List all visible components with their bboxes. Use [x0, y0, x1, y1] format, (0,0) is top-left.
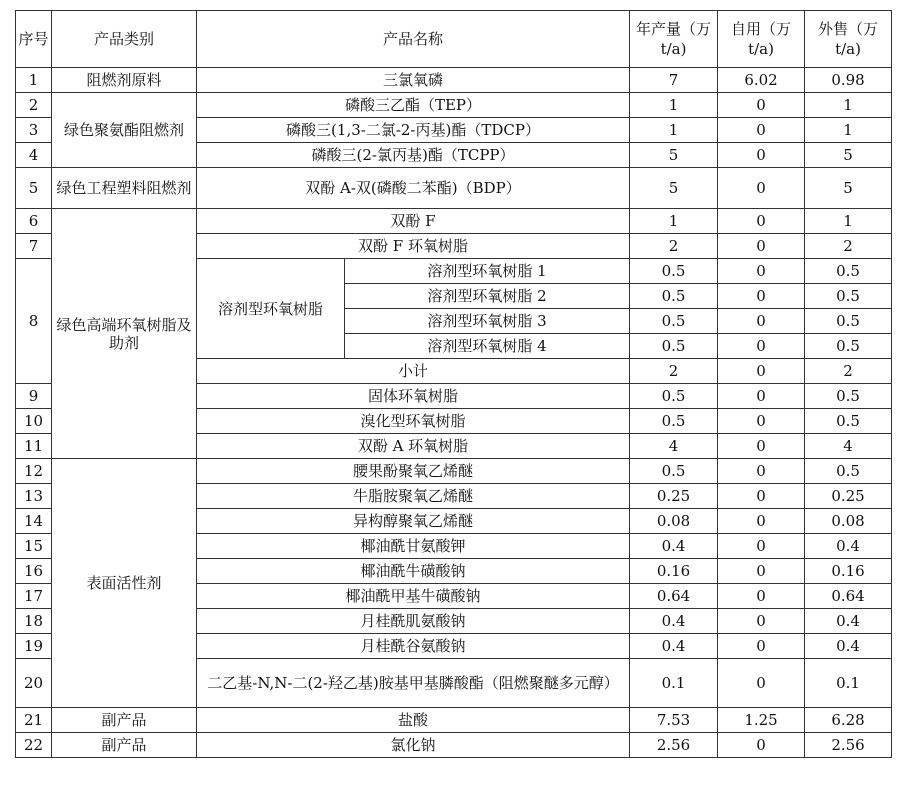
category-cell: 副产品 — [52, 708, 197, 733]
table-row — [16, 209, 892, 234]
sale-cell: 5 — [805, 168, 892, 209]
sale-cell: 1 — [805, 118, 892, 143]
annual-cell: 2.56 — [630, 733, 718, 758]
sale-cell: 0.1 — [805, 659, 892, 708]
header-category: 产品类别 — [52, 11, 197, 68]
self-cell: 0 — [718, 284, 805, 309]
seq-cell: 2 — [16, 93, 52, 118]
header-seq: 序号 — [16, 11, 52, 68]
table-row — [16, 733, 892, 758]
sale-cell: 0.5 — [805, 409, 892, 434]
sale-cell: 0.25 — [805, 484, 892, 509]
self-cell: 0 — [718, 659, 805, 708]
self-cell: 0 — [718, 168, 805, 209]
self-cell: 0 — [718, 359, 805, 384]
name-cell: 月桂酰肌氨酸钠 — [197, 609, 630, 634]
self-cell: 0 — [718, 259, 805, 284]
sale-cell: 2 — [805, 234, 892, 259]
name-cell: 椰油酰甘氨酸钾 — [197, 534, 630, 559]
name-cell: 双酚 A-双(磷酸二苯酯)（BDP） — [197, 168, 630, 209]
annual-cell: 0.5 — [630, 284, 718, 309]
seq-cell: 20 — [16, 659, 52, 708]
name-cell: 椰油酰甲基牛磺酸钠 — [197, 584, 630, 609]
annual-cell: 7.53 — [630, 708, 718, 733]
header-self: 自用（万 t/a) — [718, 11, 805, 68]
name-cell: 双酚 F — [197, 209, 630, 234]
seq-cell: 11 — [16, 434, 52, 459]
annual-cell: 0.5 — [630, 309, 718, 334]
seq-cell: 16 — [16, 559, 52, 584]
seq-cell: 14 — [16, 509, 52, 534]
seq-cell: 5 — [16, 168, 52, 209]
name-cell: 月桂酰谷氨酸钠 — [197, 634, 630, 659]
name-cell: 盐酸 — [197, 708, 630, 733]
name-cell: 磷酸三(2-氯丙基)酯（TCPP） — [197, 143, 630, 168]
category-cell: 绿色聚氨酯阻燃剂 — [52, 93, 197, 168]
self-cell: 0 — [718, 559, 805, 584]
table-row — [16, 708, 892, 733]
name-cell: 溶剂型环氧树脂 1 — [345, 259, 630, 284]
annual-cell: 1 — [630, 209, 718, 234]
self-cell: 0 — [718, 309, 805, 334]
name-cell: 溶剂型环氧树脂 4 — [345, 334, 630, 359]
self-cell: 0 — [718, 434, 805, 459]
sale-cell: 0.5 — [805, 284, 892, 309]
annual-cell: 0.1 — [630, 659, 718, 708]
annual-cell: 0.25 — [630, 484, 718, 509]
sale-cell: 0.08 — [805, 509, 892, 534]
name-cell: 牛脂胺聚氧乙烯醚 — [197, 484, 630, 509]
self-cell: 0 — [718, 384, 805, 409]
name-cell: 腰果酚聚氧乙烯醚 — [197, 459, 630, 484]
self-cell: 0 — [718, 334, 805, 359]
name-cell: 二乙基-N,N-二(2-羟乙基)胺基甲基膦酸酯（阻燃聚醚多元醇） — [197, 659, 630, 708]
sale-cell: 0.4 — [805, 634, 892, 659]
seq-cell: 21 — [16, 708, 52, 733]
sale-cell: 0.64 — [805, 584, 892, 609]
seq-cell: 10 — [16, 409, 52, 434]
seq-cell: 1 — [16, 68, 52, 93]
self-cell: 0 — [718, 584, 805, 609]
category-cell: 绿色高端环氧树脂及助剂 — [52, 209, 197, 459]
header-annual: 年产量（万 t/a) — [630, 11, 718, 68]
table-row — [16, 459, 892, 484]
self-cell: 6.02 — [718, 68, 805, 93]
name-cell: 固体环氧树脂 — [197, 384, 630, 409]
name-cell: 溴化型环氧树脂 — [197, 409, 630, 434]
product-table — [15, 10, 892, 758]
seq-cell: 18 — [16, 609, 52, 634]
seq-cell: 9 — [16, 384, 52, 409]
seq-cell: 15 — [16, 534, 52, 559]
self-cell: 1.25 — [718, 708, 805, 733]
sale-cell: 0.4 — [805, 609, 892, 634]
group-cell: 溶剂型环氧树脂 — [197, 259, 345, 359]
sale-cell: 0.98 — [805, 68, 892, 93]
annual-cell: 0.4 — [630, 534, 718, 559]
table-row — [16, 93, 892, 118]
self-cell: 0 — [718, 409, 805, 434]
self-cell: 0 — [718, 143, 805, 168]
sale-cell: 0.5 — [805, 459, 892, 484]
self-cell: 0 — [718, 209, 805, 234]
sale-cell: 6.28 — [805, 708, 892, 733]
seq-cell: 7 — [16, 234, 52, 259]
annual-cell: 7 — [630, 68, 718, 93]
self-cell: 0 — [718, 459, 805, 484]
header-name: 产品名称 — [197, 11, 630, 68]
header-sale: 外售（万 t/a) — [805, 11, 892, 68]
name-cell: 椰油酰牛磺酸钠 — [197, 559, 630, 584]
category-cell: 绿色工程塑料阻燃剂 — [52, 168, 197, 209]
seq-cell: 3 — [16, 118, 52, 143]
self-cell: 0 — [718, 509, 805, 534]
seq-cell: 4 — [16, 143, 52, 168]
sale-cell: 4 — [805, 434, 892, 459]
name-cell: 溶剂型环氧树脂 2 — [345, 284, 630, 309]
sale-cell: 5 — [805, 143, 892, 168]
annual-cell: 0.4 — [630, 609, 718, 634]
sale-cell: 0.5 — [805, 259, 892, 284]
annual-cell: 0.08 — [630, 509, 718, 534]
name-cell: 异构醇聚氧乙烯醚 — [197, 509, 630, 534]
category-cell: 副产品 — [52, 733, 197, 758]
seq-cell: 19 — [16, 634, 52, 659]
sale-cell: 0.16 — [805, 559, 892, 584]
annual-cell: 0.5 — [630, 384, 718, 409]
annual-cell: 0.16 — [630, 559, 718, 584]
name-cell: 磷酸三(1,3-二氯-2-丙基)酯（TDCP） — [197, 118, 630, 143]
sale-cell: 1 — [805, 93, 892, 118]
sale-cell: 0.5 — [805, 309, 892, 334]
seq-cell: 8 — [16, 259, 52, 384]
self-cell: 0 — [718, 733, 805, 758]
seq-cell: 12 — [16, 459, 52, 484]
seq-cell: 6 — [16, 209, 52, 234]
seq-cell: 17 — [16, 584, 52, 609]
annual-cell: 1 — [630, 93, 718, 118]
self-cell: 0 — [718, 534, 805, 559]
category-cell: 阻燃剂原料 — [52, 68, 197, 93]
category-cell: 表面活性剂 — [52, 459, 197, 708]
annual-cell: 2 — [630, 234, 718, 259]
seq-cell: 13 — [16, 484, 52, 509]
name-cell: 双酚 A 环氧树脂 — [197, 434, 630, 459]
annual-cell: 0.5 — [630, 259, 718, 284]
self-cell: 0 — [718, 609, 805, 634]
name-cell: 磷酸三乙酯（TEP） — [197, 93, 630, 118]
table-row — [16, 68, 892, 93]
header-row — [16, 11, 892, 68]
annual-cell: 0.5 — [630, 334, 718, 359]
sale-cell: 0.4 — [805, 534, 892, 559]
sale-cell: 0.5 — [805, 334, 892, 359]
name-cell: 三氯氧磷 — [197, 68, 630, 93]
self-cell: 0 — [718, 234, 805, 259]
sale-cell: 0.5 — [805, 384, 892, 409]
annual-cell: 5 — [630, 168, 718, 209]
annual-cell: 0.64 — [630, 584, 718, 609]
self-cell: 0 — [718, 118, 805, 143]
seq-cell: 22 — [16, 733, 52, 758]
name-cell: 双酚 F 环氧树脂 — [197, 234, 630, 259]
sale-cell: 2.56 — [805, 733, 892, 758]
annual-cell: 0.5 — [630, 459, 718, 484]
self-cell: 0 — [718, 93, 805, 118]
sale-cell: 1 — [805, 209, 892, 234]
self-cell: 0 — [718, 484, 805, 509]
sale-cell: 2 — [805, 359, 892, 384]
annual-cell: 0.4 — [630, 634, 718, 659]
table-row — [16, 168, 892, 209]
annual-cell: 1 — [630, 118, 718, 143]
annual-cell: 5 — [630, 143, 718, 168]
annual-cell: 4 — [630, 434, 718, 459]
name-cell: 氯化钠 — [197, 733, 630, 758]
subtotal-cell: 小计 — [197, 359, 630, 384]
name-cell: 溶剂型环氧树脂 3 — [345, 309, 630, 334]
self-cell: 0 — [718, 634, 805, 659]
annual-cell: 0.5 — [630, 409, 718, 434]
annual-cell: 2 — [630, 359, 718, 384]
